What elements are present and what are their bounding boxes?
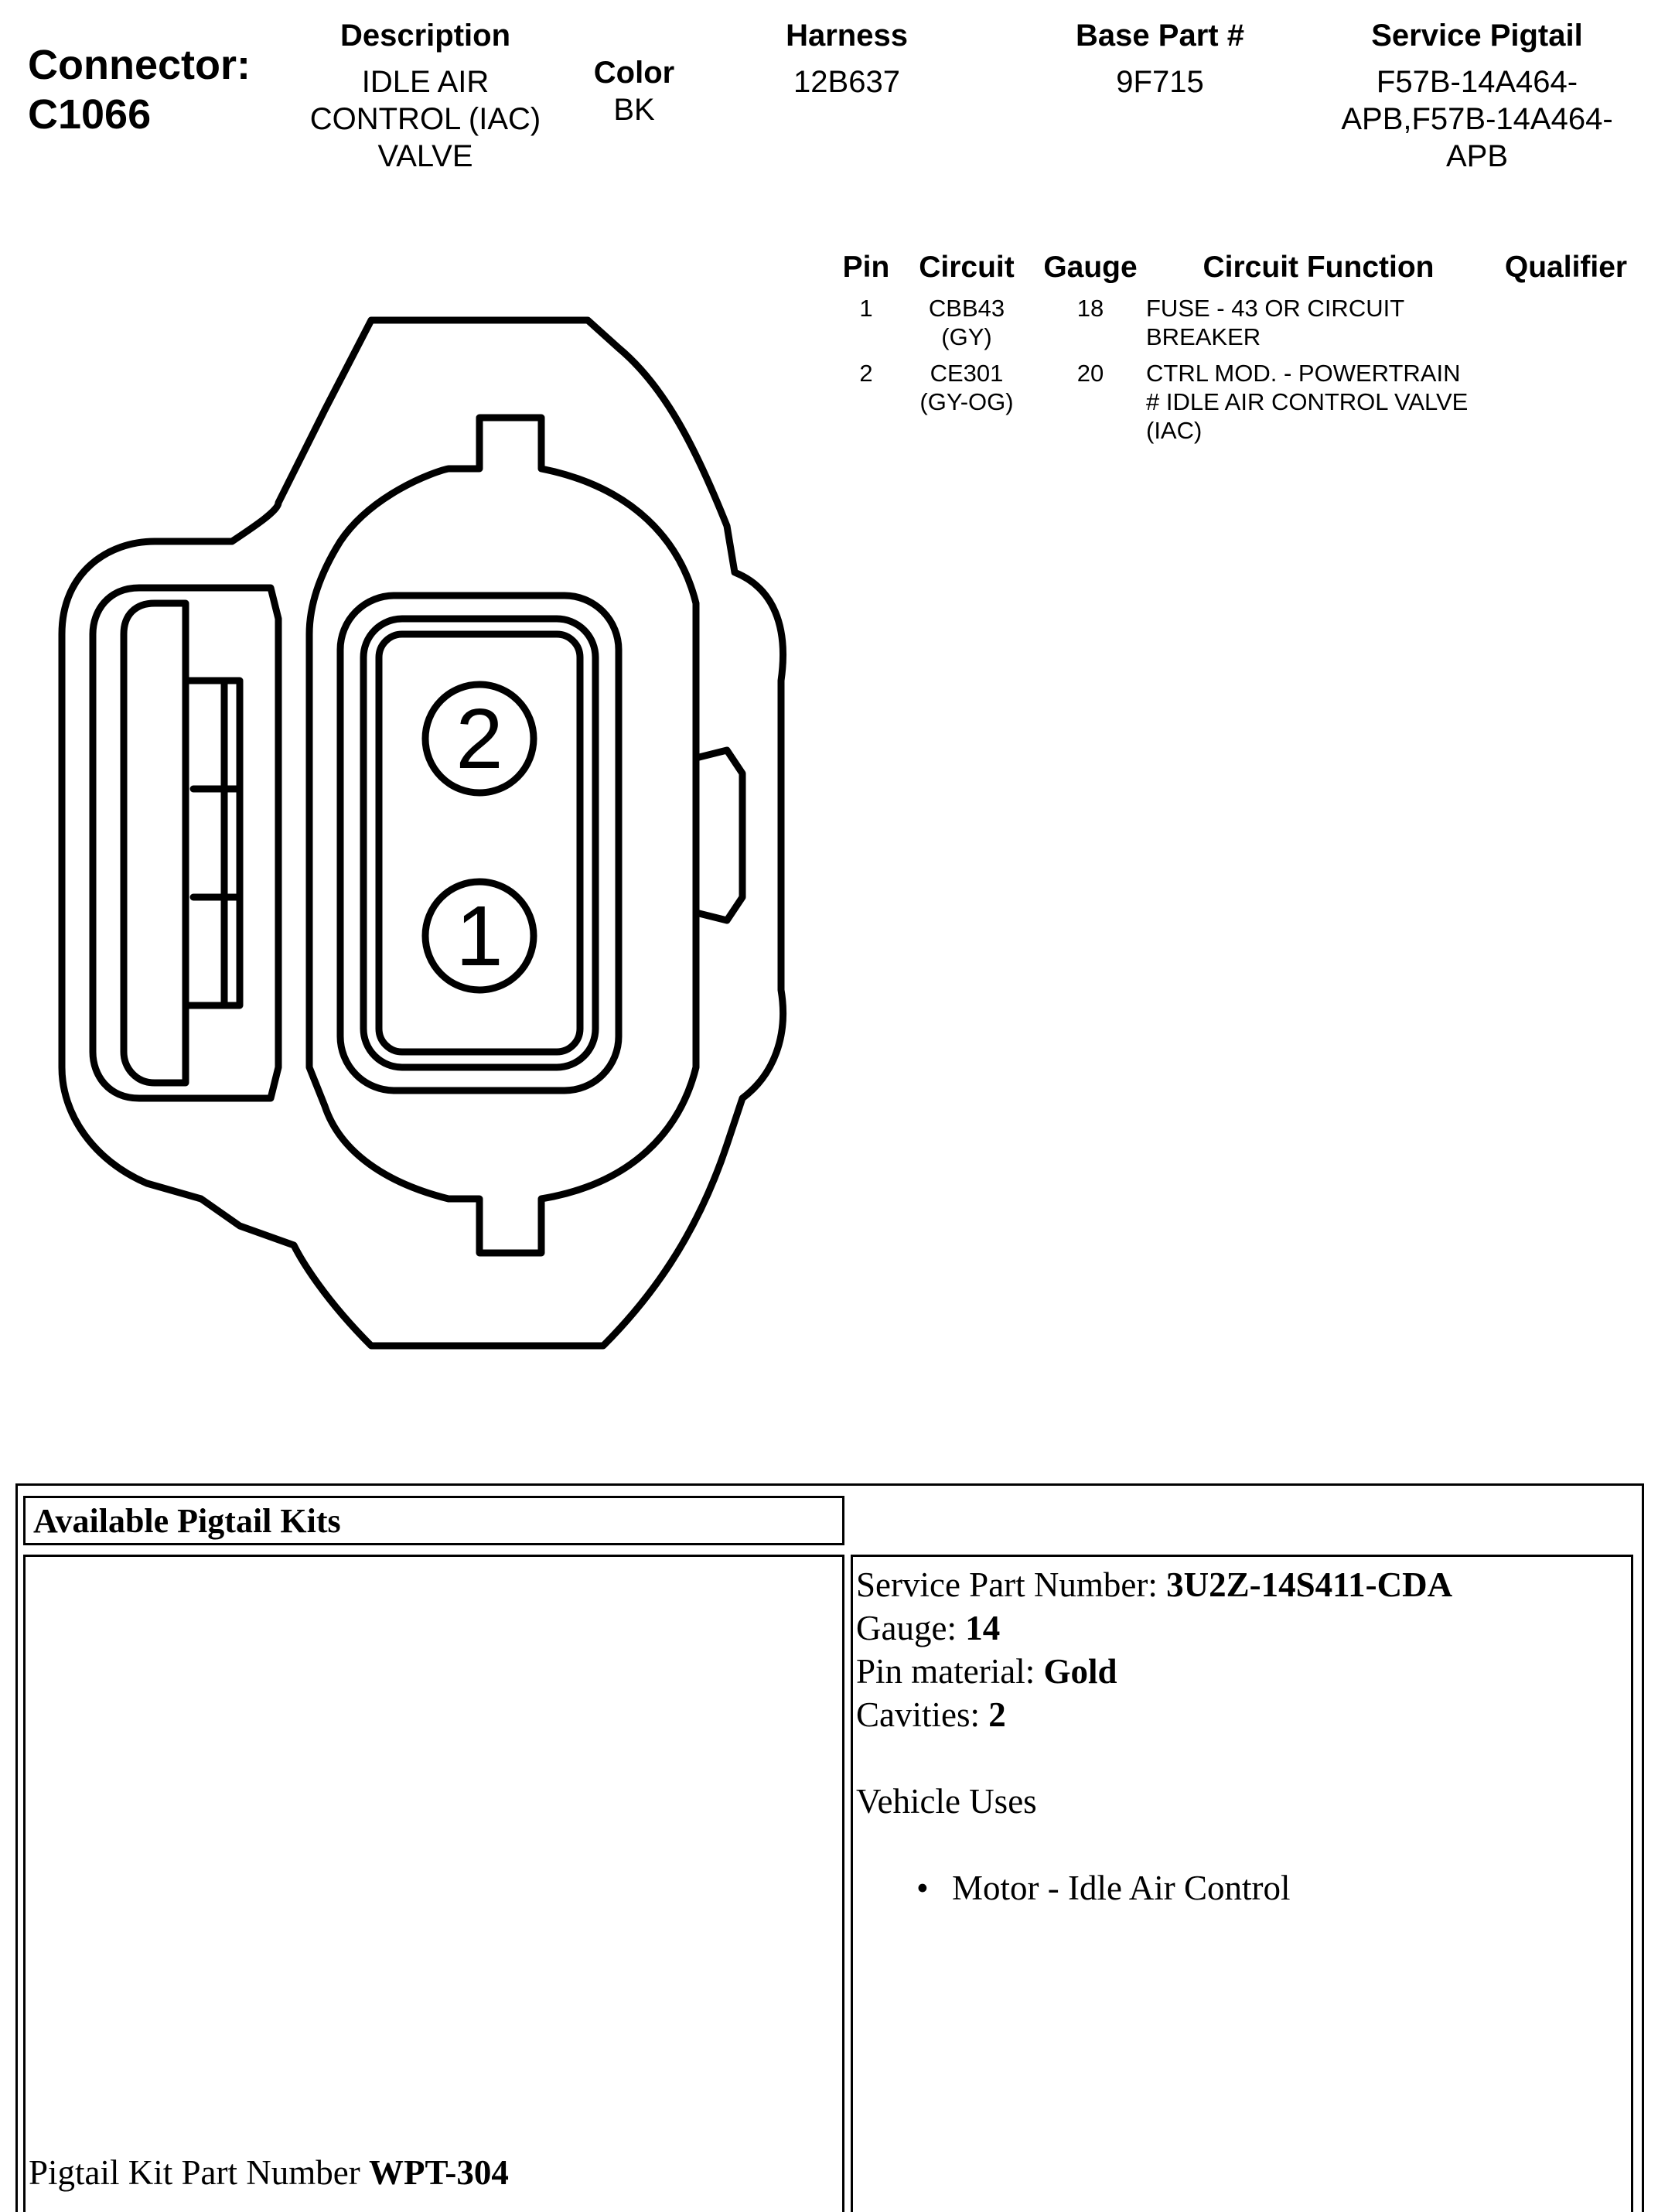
service-pigtail-column bbox=[1315, 17, 1639, 175]
pin-row-2-function: CTRL MOD. - POWERTRAIN # IDLE AIR CONTROL VALVE (IAC) bbox=[1146, 360, 1469, 444]
pin-1-label: 1 bbox=[455, 889, 503, 984]
cavities: Cavities: 2 bbox=[856, 1695, 1006, 1734]
base-part-header: Base Part # bbox=[1076, 19, 1244, 53]
inner-housing bbox=[309, 418, 696, 1253]
pin-row-2-circuit: CE301 (GY-OG) bbox=[919, 360, 1014, 415]
color-header: Color bbox=[593, 56, 675, 90]
pigtail-info-cell bbox=[851, 1555, 1633, 2212]
connector-heading bbox=[28, 40, 251, 139]
connector-label: Connector: bbox=[28, 42, 251, 88]
latch-detail bbox=[186, 681, 240, 1005]
pin-col-header: Pin bbox=[842, 251, 890, 284]
pin-2-label: 2 bbox=[455, 691, 503, 787]
description-column bbox=[271, 17, 580, 175]
latch-inner bbox=[124, 603, 186, 1083]
pin-row-1-pin: 1 bbox=[859, 295, 873, 322]
circuit-col-header: Circuit bbox=[919, 251, 1015, 284]
color-value: BK bbox=[613, 93, 655, 127]
function-col-header: Circuit Function bbox=[1203, 251, 1435, 284]
description-value: IDLE AIR CONTROL (IAC) VALVE bbox=[309, 65, 541, 173]
pin-row-1-function: FUSE - 43 OR CIRCUIT BREAKER bbox=[1146, 295, 1405, 350]
pigtail-kit-part-number: Pigtail Kit Part Number WPT-304 bbox=[29, 2153, 509, 2192]
pigtail-title: Available Pigtail Kits bbox=[33, 1502, 341, 1540]
pin-row-2-gauge: 20 bbox=[1076, 360, 1104, 387]
harness-header: Harness bbox=[786, 19, 908, 53]
pin-material: Pin material: Gold bbox=[856, 1652, 1117, 1691]
pigtail-image-cell bbox=[23, 1555, 844, 2212]
connector-id: C1066 bbox=[28, 91, 152, 138]
base-part-value: 9F715 bbox=[1116, 65, 1204, 99]
service-part-number: Service Part Number: 3U2Z-14S411-CDA bbox=[856, 1565, 1453, 1604]
service-pigtail-header: Service Pigtail bbox=[1371, 19, 1583, 53]
pigtail-gauge: Gauge: 14 bbox=[856, 1609, 1001, 1647]
qualifier-col-header: Qualifier bbox=[1504, 251, 1628, 284]
connector-face-diagram bbox=[46, 294, 804, 1392]
pigtail-info bbox=[856, 1563, 1629, 1910]
side-key bbox=[696, 750, 742, 920]
description-header: Description bbox=[339, 19, 511, 53]
harness-value: 12B637 bbox=[793, 65, 900, 99]
pin-row-1-gauge: 18 bbox=[1076, 295, 1104, 322]
gauge-col-header: Gauge bbox=[1043, 251, 1138, 284]
base-part-column bbox=[1044, 17, 1276, 101]
vehicle-use-item: • Motor - Idle Air Control bbox=[856, 1866, 1629, 1910]
pigtail-title-cell bbox=[23, 1496, 844, 1545]
harness-column bbox=[742, 17, 951, 101]
vehicle-uses-label: Vehicle Uses bbox=[856, 1782, 1037, 1821]
color-column bbox=[565, 54, 704, 128]
pin-row-2-pin: 2 bbox=[859, 360, 873, 387]
bullet-icon: • bbox=[916, 1869, 929, 1907]
service-pigtail-value: F57B-14A464- APB,F57B-14A464- APB bbox=[1341, 65, 1613, 173]
pin-row-1-circuit: CBB43 (GY) bbox=[928, 295, 1005, 350]
